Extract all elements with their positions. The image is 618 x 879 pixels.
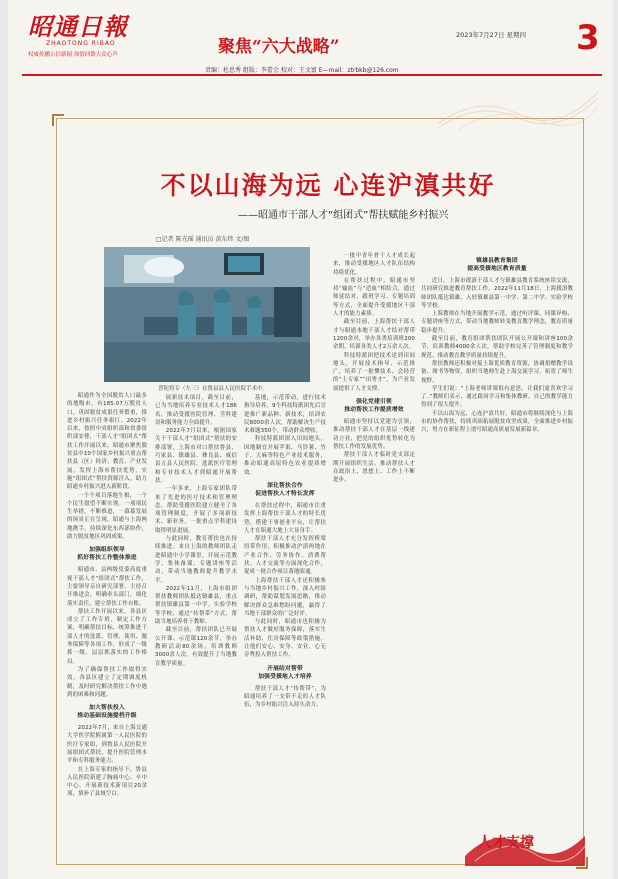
column-3 bbox=[244, 394, 326, 850]
article-headline: 不以山海为远 心连沪滇共好 bbox=[160, 171, 496, 200]
dateline: 2023年7月27日 星期四 bbox=[456, 31, 527, 39]
page-number: 3 bbox=[576, 18, 600, 58]
paragraph: 近日，上海市援滇干部人才与镇雄县教育系统座谈交流，共同研究推进教育帮扶工作。2022年11月18日，上海援滇教师团队抵达镇雄，入驻镇雄县第一中学、第二中学、实验学校等学校。 bbox=[421, 278, 573, 309]
section-subtitle: 强化党建引领 推动帮扶工作提质增效 bbox=[344, 399, 404, 414]
paragraph: 帮扶工作开展以来，各县区成立了工作专班，制定工作方案，明确帮扶目标，统筹推进干部人才的选派、管理、使用、服务保障等各项工作，形成了一级抓一级、层层抓落实的工作格局。 bbox=[67, 608, 147, 665]
paragraph: 上海帮扶干部人才还积极参与当地乡村振兴工作，深入村组调研，帮助谋划发展思路，推动解决群众急难愁盼问题，赢得了当地干部群众的广泛好评。 bbox=[244, 577, 326, 617]
column-2 bbox=[155, 394, 237, 850]
paragraph: 学生们说：“上海老师讲课很有意思，让我们更喜欢学习了。”教师们表示，通过跟岗学习和集体教研，自己的教学能力得到了很大提升。 bbox=[421, 385, 573, 409]
section-subtitle: 深化帮扶合作 促进帮扶人才特长发挥 bbox=[255, 482, 315, 497]
frame-corner bbox=[52, 114, 64, 126]
paragraph: 截至目前，上海帮扶干部人才与昭通本地干部人才结对帮带1200余对，举办各类培训班200余期，培训各类人才2万余人次。 bbox=[333, 319, 415, 351]
photo-caption: 普陀将专（左三）在鲁县县人民医院手术中。 bbox=[158, 386, 269, 392]
paragraph: 截至目前，帮扶团队已开展公开课、示范课120余节，举办教研活动80余场，培训教师3000余人次，有效提升了当地教育教学质量。 bbox=[155, 627, 237, 667]
header-rule bbox=[22, 74, 602, 76]
paragraph: 昭通市、县两级党委高度重视干部人才“组团式”帮扶工作，主要领导亲自研究部署、主持召开推进会，明确牵头部门，细化落实责任，建立帮扶工作台账。 bbox=[67, 567, 147, 607]
paragraph: 在帮扶过程中，昭通市注重发挥上海帮扶干部人才的特长优势，搭建干事创业平台，让帮扶人才在昭通大地上大显身手。 bbox=[244, 502, 326, 534]
section-subtitle: 加强组织领导 抓好帮扶工作整体推进 bbox=[77, 547, 137, 562]
paragraph: 在上海专家的指导下，鲁县人民医院新建了胸痛中心、卒中中心，开展新技术新项目20余项，填补了县域空白。 bbox=[67, 766, 147, 798]
masthead-pinyin: ZHAOTONG RIBAO bbox=[46, 40, 116, 47]
paragraph: 昭通作为全国脱贫人口最多的地级市，有185.07万脱贫人口。巩固脱贫成果任务繁重，推进乡村振兴任务艰巨。2022年以来，按照中央组织部和省委组织部安排，干部人才“组团式”帮扶工作开展以来，昭通市聚焦脱贫县中10个国家乡村振兴重点帮扶县（区）经济、教育、产业发展，发挥上海市帮扶优势，实施“组团式”帮扶资源注入，助力昭通乡村振兴进入新阶段。 bbox=[67, 393, 147, 491]
paragraph: 2022年7月，来自上海交通大学医学院附属第一人民医院的医疗专家组，到鲁县人民医院开展组团式帮扶，提升医院管理水平和专科服务能力。 bbox=[67, 725, 147, 765]
paragraph: 昭通市坚持以党建为引领，推动帮扶干部人才在基层一线建功立业，把党的组织优势转化为帮扶工作的发展优势。 bbox=[333, 419, 415, 450]
paragraph: 2022年11月，上海市组团帮扶教师团队抵达镇雄县，重点帮扶镇雄县第一中学、实验学校等学校，通过“传帮带”方式，帮助当地培养骨干教师。 bbox=[155, 585, 237, 626]
paragraph: 与此同时，教育帮扶也在持续推进。来自上海的教师团队走进昭通中小学课堂，开展示范教学、集体备课、专题讲座等活动，带动当地教师提升教学水平。 bbox=[155, 536, 237, 584]
section-title: 聚焦“六大战略” bbox=[218, 37, 340, 57]
credits-line: 责编：杜思秀 组版：李蕾会 校对：王文富 E—mail：ztrbkb@126.com bbox=[205, 67, 399, 74]
paragraph: 帮扶干部人才充分发挥桥梁纽带作用，积极推动沪滇两地在产业合作、劳务协作、消费帮扶、人才交流等方面深化合作，促成一批合作项目落地昭通。 bbox=[244, 536, 326, 576]
paragraph: 一个个项目落地生根，一个个民生愿望不断实现。一项项民生举措，不断推进，一幕幕发展的场景正在呈现。昭通与上海两地携手，持续深化东西部协作，助力脱贫地区巩固成果。 bbox=[67, 492, 147, 541]
paragraph: 一年多来，上海专家团队带来了先进的医疗技术和管理理念，帮助受援医院建立健全了各项管理制度，开展了多项新技术、新业务，一批重点学科建设取得明显进展。 bbox=[155, 486, 237, 534]
talent-support-label: 人才支撑 bbox=[478, 835, 534, 851]
section-subtitle: 开展结对帮带 加强受援地人才培养 bbox=[258, 665, 312, 680]
masthead bbox=[28, 14, 138, 64]
paragraph: 帮扶教师还积极对接上海优质教育资源，协调捐赠教学设备、图书等物资，组织当地师生赴上海交流学习，拓宽了师生视野。 bbox=[421, 360, 573, 384]
paragraph: 一批中青年骨干人才成长起来，推动受援地区人才队伍结构持续优化。 bbox=[333, 253, 415, 276]
paragraph: 2022年7月以来，根据国家关于干部人才“组团式”帮扶的安排部署，上海市对口帮扶鲁县、巧家县、镇雄县、彝良县、威信县五县人民医院，选派医疗管理和专业技术人才到昭通开展帮扶。 bbox=[155, 428, 237, 484]
paragraph: 不以山海为远，心连沪滇共好。昭通市将继续深化与上海市的协作帮扶，持续巩固拓展脱贫攻坚成果，全面推进乡村振兴，努力在新征程上谱写昭通高质量发展新篇章。 bbox=[421, 410, 573, 434]
section-subtitle: 镇雄县教育集团 提高受援地区教育质量 bbox=[467, 258, 527, 272]
paragraph: 科技特派团把技术送到田间地头，开展技术指导、示范推广，培养了一批懂技术、会经营的“土专家”“田秀才”，为产业发展提供了人才支撑。 bbox=[333, 352, 415, 392]
paragraph: 上海教师在当地开展教学示范，通过听评课、同课异构、专题讲座等方式，带动当地教师转变教育教学理念，教育质量稳步提升。 bbox=[421, 311, 573, 334]
paragraph: 截至目前，教育组团帮扶团队开展公开课和讲座100余节，培训教师4000余人次，帮助学校完善了管理制度和教学规范，推动教育教学质量持续提升。 bbox=[421, 336, 573, 359]
paragraph: 科技特派团深入田间地头，因地制宜开展苹果、马铃薯、竹子、天麻等特色产业技术服务，推动昭通高原特色农业提质增效。 bbox=[244, 436, 326, 476]
article-subheadline: ——昭通市干部人才“组团式”帮扶赋能乡村振兴 bbox=[238, 210, 449, 221]
byline: □记者 陈光瑶 通讯员 黄东炜 文/图 bbox=[156, 236, 250, 243]
paragraph: 帮扶干部人才“传帮带”，为昭通培养了一支带不走的人才队伍，为乡村振兴注入持久动力。 bbox=[244, 685, 326, 709]
paragraph: 在帮扶过程中，昭通市坚持“输血”与“造血”相结合，通过师徒结对、跟班学习、专题培训等方式，全面提升受援地区干部人才的能力素质。 bbox=[333, 277, 415, 318]
paragraph: 展新技术项目，截至目前，已为当地培养专业技术人才186名，推动受援医院管理、学科建设和服务能力全面提升。 bbox=[155, 395, 237, 426]
column-5 bbox=[421, 252, 573, 800]
paragraph: 基地，示范带动，进行技术指导培养，9个科技特派团先后引进推广新品种、新技术，培训农民8000余人次，帮助解决生产技术难题350个，带动群众增收。 bbox=[244, 395, 326, 435]
column-4 bbox=[333, 252, 415, 850]
paragraph: 与此同时，昭通市也积极为帮扶人才做好服务保障，落实生活补助、住房保障等政策措施，让他们安心、安身、安业，心无旁骛投入帮扶工作。 bbox=[244, 619, 326, 659]
newspaper-page bbox=[8, 0, 613, 879]
paragraph: 帮扶干部人才临时党支部定期开展组织生活，推动帮扶人才在政治上、思想上、工作上不断进步。 bbox=[333, 452, 415, 484]
paragraph: 为了确保帮扶工作取得实效，各县区建立了定期调度机制，及时研究解决帮扶工作中遇到的困难和问题。 bbox=[67, 666, 147, 698]
masthead-title: 昭通日報 bbox=[28, 12, 128, 41]
column-left-top bbox=[67, 254, 101, 392]
masthead-slogan: 权威传播公信新闻 深情回馈大众心声 bbox=[28, 52, 118, 58]
section-subtitle: 加大帮扶投入 推动基础设施提档升级 bbox=[77, 705, 137, 720]
